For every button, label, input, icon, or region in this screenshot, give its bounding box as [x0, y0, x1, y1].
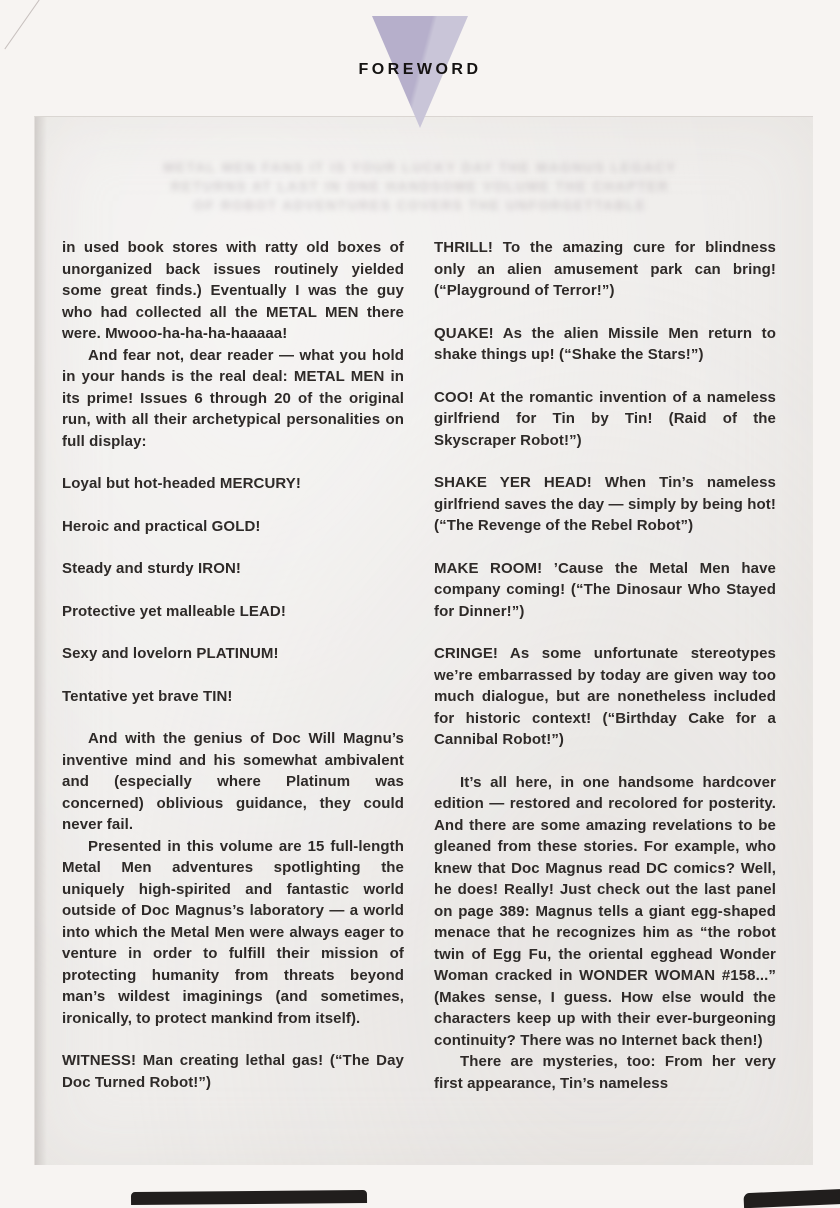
foreword-paragraph: SHAKE YER HEAD! When Tin’s nameless girlfriend saves the day — simply by being hot! (“The Revenge of the Rebel Robot”) [434, 474, 776, 534]
right-column [434, 237, 776, 1094]
foreword-paragraph: in used book stores with ratty old boxes of unorganized back issues routinely yielded some great finds.) Eventually I was the guy who had collected all the METAL MEN there were. Mwooo-ha-ha-ha-haaaaa! [62, 239, 404, 342]
foreword-paragraph: QUAKE! As the alien Missile Men return to shake things up! (“Shake the Stars!”) [434, 324, 776, 363]
foreword-paragraph: Steady and sturdy IRON! [62, 560, 241, 577]
foreword-paragraph: Tentative yet brave TIN! [62, 687, 233, 705]
foreword-paragraph: MAKE ROOM! ’Cause the Metal Men have company coming! (“The Dinosaur Who Stayed for Dinner!”) [434, 559, 776, 620]
left-column [62, 237, 404, 1094]
foreword-paragraph: Presented in this volume are 15 full-length Metal Men adventures spotlighting the uniquely high-spirited and fantastic world outside of Doc Magnus’s laboratory — a world into which the Metal Men were always eager to venture in order to fulfill their mission of protecting humanity from threats beyond man’s wildest imaginings (and sometimes, ironically, to protect mankind from itself). [62, 837, 404, 1027]
bleedthrough-line: OF ROBOT ADVENTURES COVERS THE UNFORGETTABLE [193, 198, 647, 213]
foreword-paragraph: Loyal but hot-headed MERCURY! [62, 475, 302, 492]
foreword-paragraph: Sexy and lovelorn PLATINUM! [62, 645, 279, 662]
bleedthrough-text [140, 158, 700, 215]
foreword-paragraph: COO! At the romantic invention of a nameless girlfriend for Tin by Tin! (Raid of the Skyscraper Robot!”) [434, 388, 776, 449]
foreword-paragraph: Heroic and practical GOLD! [62, 517, 261, 535]
foreword-paragraph: THRILL! To the amazing cure for blindness only an alien amusement park can bring! (“Playground of Terror!”) [434, 239, 776, 299]
foreword-paragraph: And fear not, dear reader — what you hold in your hands is the real deal: METAL MEN in its prime! Issues 6 through 20 of the original run, with all their archetypical personalities on full display: [62, 346, 404, 450]
foreword-paragraph: CRINGE! As some unfortunate stereotypes we’re embarrassed by today are given way too much dialogue, but are nonetheless included for historic context! (“Birthday Cake for a Cannibal Robot!”) [434, 645, 776, 748]
bleedthrough-line: RETURNS AT LAST IN ONE HANDSOME VOLUME THE CHAPTER [170, 179, 670, 194]
bottom-bleed-bar-left [131, 1190, 367, 1205]
foreword-paragraph: Protective yet malleable LEAD! [62, 602, 286, 620]
bleedthrough-line: METAL MEN FANS IT IS YOUR LUCKY DAY THE MAGNUS LEGACY [163, 160, 677, 175]
page-title: FOREWORD [358, 61, 482, 78]
foreword-paragraph: It’s all here, in one handsome hardcover edition — restored and recolored for posterity. And there are some amazing revelations to be gleaned from these stories. For example, who knew that Doc Magnus read DC comics? Well, he does! Really! Just check out the last panel on page 389: Magnus tells a giant egg-shaped menace that he recognizes him as “the robot twin of Egg Fu, the oriental egghead Wonder Woman cracked in WONDER WOMAN #158...” (Makes sense, I guess. How else would the characters keep up with their ever-burgeoning continuity? There was no Internet back then!) [434, 773, 776, 1049]
text-columns [62, 237, 776, 1094]
foreword-paragraph: There are mysteries, too: From her very first appearance, Tin’s nameless [434, 1053, 776, 1092]
bottom-bleed-bar-right [743, 1189, 840, 1208]
foreword-paragraph: And with the genius of Doc Will Magnu’s inventive mind and his somewhat ambivalent and (especially where Platinum was concerned) oblivious guidance, they could never fail. [62, 730, 404, 833]
page-left-edge-shadow [35, 117, 47, 1165]
foreword-paragraph: WITNESS! Man creating lethal gas! (“The Day Doc Turned Robot!”) [62, 1052, 404, 1091]
corner-crease [4, 0, 39, 49]
